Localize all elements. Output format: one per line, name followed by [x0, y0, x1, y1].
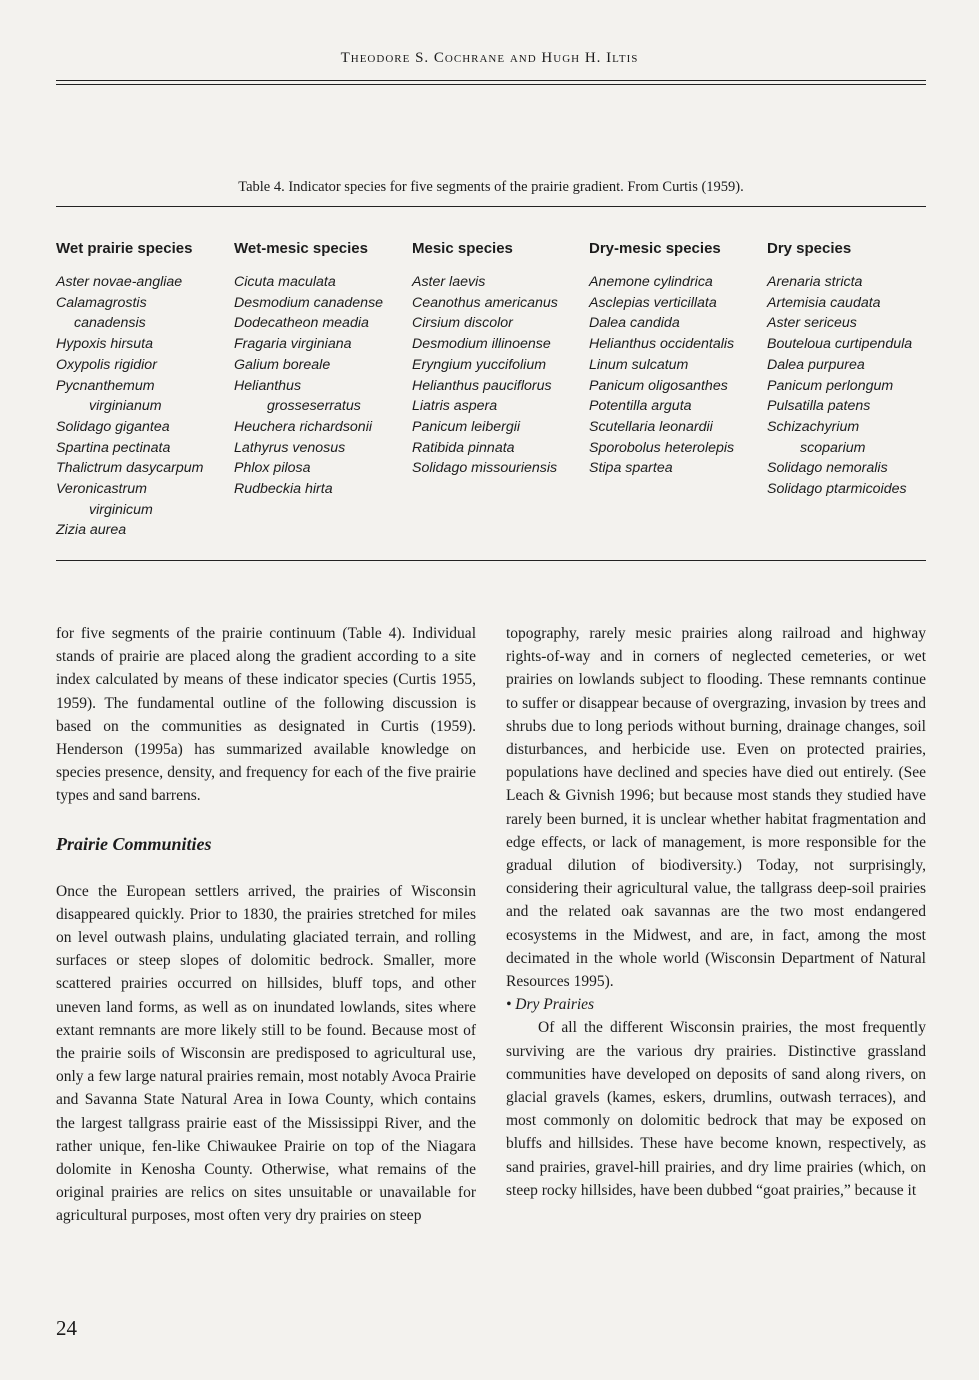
table-column [412, 240, 558, 479]
species-name: grosseserratus [267, 398, 361, 415]
species-name: Helianthus [234, 377, 302, 394]
paragraph: Once the European settlers arrived, the prairies of Wisconsin disappeared quickly. Prior to 1830, the prairies stretched for miles on level outwash plains, undulating glaciated terrain, and rolling surfaces or steep slopes of dolomitic bedrock. Smaller, more scattered prairies occurred on hillsides, bluff tops, and other uneven land forms, as well as on inundated lowlands, sites where extant remnants are more likely still to be found. Because most of the prairie soils of Wisconsin are predisposed to agricultural use, only a few large natural prairies remain, most notably Avoca Prairie and Savanna State Natural Area in Iowa County, which contains the largest tallgrass prairie east of the Mississippi River, and the rather unique, fen-like Chiwaukee Prairie on top of the Niagara dolomite in Kenosha County. Otherwise, what remains of the original prairies are relics on sites unsuitable or unavailable for agricultural purposes, most often very dry prairies on steep [56, 882, 476, 1225]
table-bottom-rule [56, 560, 926, 561]
species-name: Solidago missouriensis [412, 460, 558, 477]
species-name: Desmodium illinoense [412, 336, 551, 353]
species-name: Lathyrus venosus [234, 439, 346, 456]
species-name: Heuchera richardsonii [234, 418, 373, 435]
species-name: Helianthus pauciflorus [412, 377, 552, 394]
species-name: Panicum oligosanthes [589, 377, 728, 394]
species-name: Oxypolis rigidior [56, 356, 157, 373]
column-header: Dry-mesic species [589, 240, 721, 257]
species-name: Solidago nemoralis [767, 460, 888, 477]
table-column [234, 240, 383, 500]
species-name: Solidago gigantea [56, 418, 170, 435]
species-name: Hypoxis hirsuta [56, 336, 153, 353]
paragraph: Of all the different Wisconsin prairies, the most frequently surviving are the various dry prairies. Distinctive grassland communities have developed on deposits of sand along rivers, on glacial gravels (kames, eskers, drumlins, outwash terraces), and most commonly on dolomitic bedrock that may be exposed on bluffs and hillsides. These have become known, respectively, as sand prairies, gravel-hill prairies, and dry lime prairies (which, on steep rocky hillsides, have been dubbed “goat prairies,” because it [506, 1019, 926, 1199]
species-name: Scutellaria leonardii [589, 418, 713, 435]
species-name: Arenaria stricta [767, 274, 863, 290]
species-name: Rudbeckia hirta [234, 481, 333, 498]
table-top-rule [56, 206, 926, 207]
column-header: Wet-mesic species [234, 240, 368, 257]
species-name: Panicum leibergii [412, 418, 521, 435]
species-name: Aster sericeus [767, 315, 857, 332]
species-name: Dodecatheon meadia [234, 315, 369, 332]
species-name: Zizia aurea [56, 522, 127, 539]
species-name: Ceanothus americanus [412, 294, 558, 311]
species-name: Helianthus occidentalis [589, 336, 735, 353]
species-name: Spartina pectinata [56, 439, 171, 456]
table-column [56, 240, 203, 541]
species-name: Stipa spartea [589, 460, 673, 477]
column-header: Dry species [767, 240, 852, 257]
species-name: Cicuta maculata [234, 274, 336, 290]
species-name: Ratibida pinnata [412, 439, 515, 456]
species-name: Cirsium discolor [412, 315, 513, 332]
paragraph: topography, rarely mesic prairies along railroad and highway rights-of-way and in corners of neglected cemeteries, or wet prairies on lowlands subject to flooding. These remnants continue to suffer or disappear because of overgrazing, invasion by trees and shrubs due to long periods without burning, drainage changes, soil disturbances, and herbicide use. Even on protected prairies, populations have declined and species have died out entirely. (See Leach & Givnish 1996; but because most stands they studied have rarely been burned, it is unclear whether habitat fragmentation and edge effects, or lack of management, is more responsible for the gradual dilution of biodiversity.) Today, not surprisingly, considering their agricultural value, the tallgrass deep-soil prairies and the related oak savannas are the two most endangered ecosystems in the Midwest, and are, in fact, among the most decimated in the whole world (Wisconsin Department of Natural Resources 1995). [506, 625, 926, 991]
table-column [589, 240, 734, 479]
column-header: Mesic species [412, 240, 513, 257]
species-name: Sporobolus heterolepis [589, 439, 735, 456]
species-name: Desmodium canadense [234, 294, 384, 311]
table-caption: Table 4. Indicator species for five segments of the prairie gradient. From Curtis (1959). [238, 179, 744, 195]
species-name: Liatris aspera [412, 398, 498, 415]
species-name: Calamagrostis [56, 294, 147, 311]
page-number: 24 [56, 1316, 77, 1340]
species-name: Aster laevis [412, 274, 486, 290]
species-name: Asclepias verticillata [589, 294, 717, 311]
column-header: Wet prairie species [56, 240, 193, 257]
species-name: Panicum perlongum [767, 377, 894, 394]
species-name: Eryngium yuccifolium [412, 356, 547, 373]
species-name: Aster novae-angliae [56, 274, 183, 290]
species-name: Potentilla arguta [589, 398, 692, 415]
running-head: Theodore S. Cochrane and Hugh H. Iltis [340, 50, 639, 66]
left-text-column [56, 622, 476, 1228]
species-name: Solidago ptarmicoides [767, 481, 907, 498]
section-heading: Prairie Communities [56, 833, 212, 854]
species-name: Pycnanthemum [56, 377, 155, 394]
species-name: Dalea candida [589, 315, 680, 332]
species-name: canadensis [74, 315, 146, 332]
species-name: Anemone cylindrica [589, 274, 713, 290]
species-name: Bouteloua curtipendula [767, 336, 913, 353]
species-name: Veronicastrum [56, 481, 147, 498]
header-rule-thin [56, 84, 926, 85]
species-name: Galium boreale [234, 356, 331, 373]
species-name: Dalea purpurea [767, 356, 865, 373]
species-name: Thalictrum dasycarpum [56, 460, 204, 477]
species-name: Artemisia caudata [767, 294, 881, 311]
species-name: Pulsatilla patens [767, 398, 871, 415]
species-name: Fragaria virginiana [234, 336, 352, 353]
species-name: Linum sulcatum [589, 356, 689, 373]
paragraph: for five segments of the prairie continuum (Table 4). Individual stands of prairie are placed along the gradient according to a site index calculated by means of these indicator species (Curtis 1955, 1959). The fundamental outline of the following discussion is based on the communities as designated in Curtis (1959). Henderson (1995a) has summarized available knowledge on species presence, density, and frequency for each of the five prairie types and sand barrens. [56, 625, 476, 805]
right-text-column [506, 622, 926, 1202]
species-name: Phlox pilosa [234, 460, 311, 477]
header-rule [56, 80, 926, 81]
species-name: scoparium [800, 439, 866, 456]
species-name: Schizachyrium [767, 418, 860, 435]
subsection-heading: • Dry Prairies [506, 996, 595, 1014]
table-column [767, 240, 912, 500]
species-name: virginicum [89, 501, 153, 518]
species-name: virginianum [89, 398, 162, 415]
